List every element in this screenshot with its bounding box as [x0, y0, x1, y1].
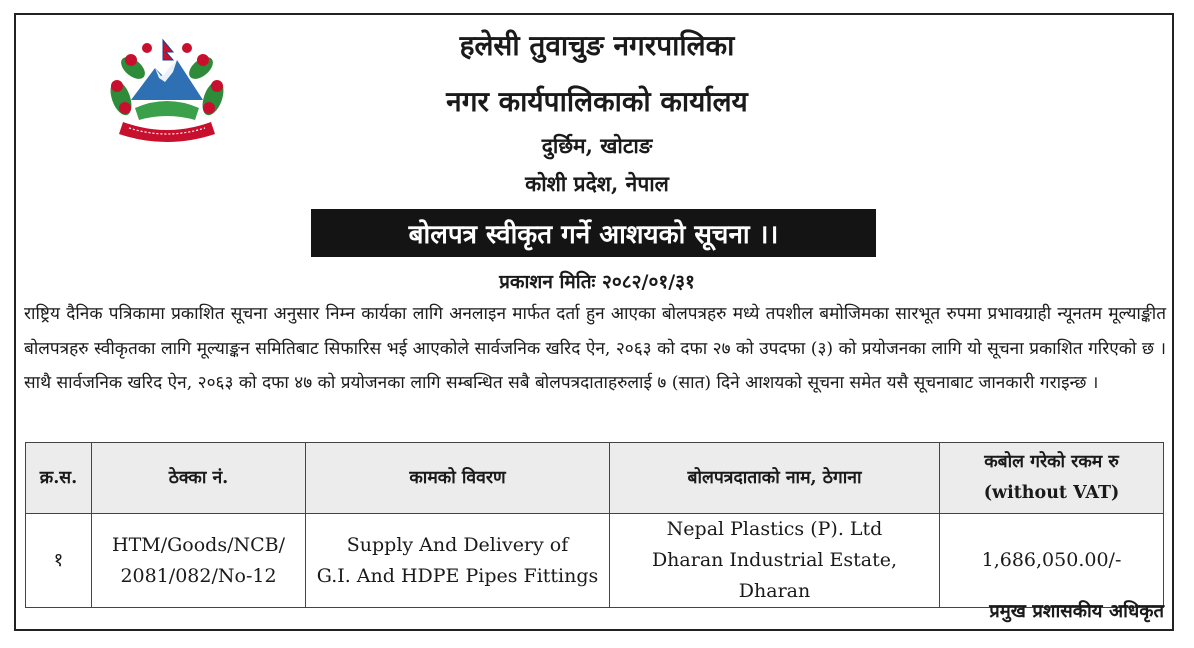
amount-header-line2: (without VAT)	[983, 483, 1120, 503]
publish-date: प्रकाशन मितिः २०८२/०१/३१	[499, 271, 695, 293]
column-header-sn: क्र.स.	[26, 443, 92, 514]
notice-title-banner	[311, 209, 876, 257]
contract-no-line1: HTM/Goods/NCB/	[112, 533, 285, 556]
cell-sn: १	[26, 514, 92, 608]
province-country: कोशी प्रदेश, नेपाल	[525, 171, 669, 196]
office-name: नगर कार्यपालिकाको कार्यालय	[446, 85, 748, 118]
bidder-line2: Dharan Industrial Estate, Dharan	[651, 549, 898, 602]
office-location: दुर्छिम, खोटाङ	[541, 133, 653, 158]
work-line2: G.I. And HDPE Pipes Fittings	[316, 564, 599, 587]
notice-body: राष्ट्रिय दैनिक पत्रिकामा प्रकाशित सूचना अनुसार निम्न कार्यका लागि अनलाइन मार्फत दर्ता हुन आएका बोलपत्रहरु मध्ये तपशील बमोजिमका सारभूत रुपमा प्रभावग्राही न्यूनतम मूल्याङ्कीत बोलपत्रहरु स्वीकृतका लागि मूल्याङ्कन समितिबाट सिफारिस भई आएकोले सार्वजनिक खरिद ऐन, २०६३ को दफा २७ को उपदफा (३) को प्रयोजनका लागि यो सूचना प्रकाशित गरिएको छ । साथै सार्वजनिक खरिद ऐन, २०६३ को दफा ४७ को प्रयोजनका लागि सम्बन्धित सबै बोलपत्रदाताहरुलाई ७ (सात) दिने आशयको सूचना समेत यसै सूचनाबाट जानकारी गराइन्छ ।	[24, 304, 1166, 393]
notice-title: बोलपत्र स्वीकृत गर्ने आशयको सूचना ।।	[408, 220, 779, 250]
cell-bidder	[610, 514, 940, 608]
table-row	[26, 514, 1164, 608]
organization-name: हलेसी तुवाचुङ नगरपालिका	[459, 29, 735, 62]
award-table	[25, 442, 1164, 608]
bidder-line1: Nepal Plastics (P). Ltd	[666, 518, 883, 540]
table-header-row	[26, 443, 1164, 514]
work-line1: Supply And Delivery of	[346, 533, 569, 556]
cell-amount: 1,686,050.00/-	[940, 514, 1164, 608]
cell-contract-no	[92, 514, 306, 608]
column-header-contract-no: ठेक्का नं.	[92, 443, 306, 514]
signatory-title: प्रमुख प्रशासकीय अधिकृत	[989, 601, 1164, 622]
column-header-work-description: कामको विवरण	[306, 443, 610, 514]
column-header-amount	[940, 443, 1164, 514]
contract-no-line2: 2081/082/No-12	[120, 564, 277, 587]
cell-work-description	[306, 514, 610, 608]
column-header-bidder: बोलपत्रदाताको नाम, ठेगाना	[610, 443, 940, 514]
amount-header-line1: कबोल गरेको रकम रु	[984, 452, 1119, 472]
